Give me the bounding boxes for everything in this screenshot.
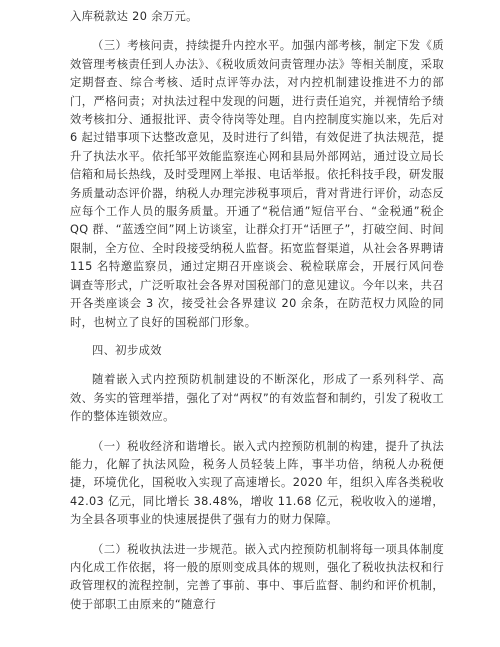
paragraph-tax-growth: （一）税收经济和谐增长。嵌入式内控预防机制的构建，提升了执法能力，化解了执法风险，税务人员轻装上阵，事半功倍，纳税人办税便捷，环境优化，国税收入实现了高速增长。2020 年，组织入库各类税收 42.03 亿元，同比增长 38.48%，增收 11.68 亿元，税收收入的递增，为全县各项事业的快速展提供了强有力的财力保障。 (70, 439, 444, 527)
paragraph-results-intro: 随着嵌入式内控预防机制建设的不断深化，形成了一系列科学、高效、务实的管理举措，强化了对“两权”的有效监督和制约，引发了税收工作的整体连锁效应。 (70, 373, 444, 424)
paragraph-tax-revenue-tail: 入库税款达 20 余万元。 (70, 10, 198, 23)
paragraph-enforcement-standardized: （二）税收执法进一步规范。嵌入式内控预防机制将每一项具体制度内化成工作依据，将一般的原则变成具体的规则，强化了税收执法权和行政管理权的流程控制，完善了事前、事中、事后监督、制约和评价机制，使于部职工由原来的“随意行 (70, 542, 444, 611)
paragraph-assessment-accountability: （三）考核问责，持续提升内控水平。加强内部考核，制定下发《质效管理考核责任到人办法》、《税收质效问责管理办法》等相关制度，采取定期督查、综合考核、适时点评等办法，对内控机制建设推进不力的部门，严格问责；对执法过程中发现的问题，进行责任追究，并视情给予绩效考核扣分、通报批评、责令待岗等处理。自内控制度实施以来，先后对 6 起过错事项下达整改意见，及时进行了纠错，有效促进了执法规范，提升了执法水平。依托邹平效能监察连心网和县局外部网站，通过设立局长信箱和局长热线，及时受理网上举报、电话举报。依托科技手段，研发服务质量动态评价器，纳税人办理完涉税事项后，背对背进行评价，动态反应每个工作人员的服务质量。开通了“税信通”短信平台、“金税通”税企 QQ 群、“蓝透空间”网上访谈室，让群众打开“话匣子”，打破空间、时间限制，全方位、全时段接受纳税人监督。拓宽监督渠道，从社会各界聘请 115 名特邀监察员，通过定期召开座谈会、税检联席会，开展行风问卷调查等形式，广泛听取社会各界对国税部门的意见建议。今年以来，共召开各类座谈会 3 次，接受社会各界建议 20 余条，在防范权力风险的同时，也树立了良好的国税部门形象。 (70, 39, 444, 329)
section-heading-initial-results: 四、初步成效 (92, 343, 162, 357)
